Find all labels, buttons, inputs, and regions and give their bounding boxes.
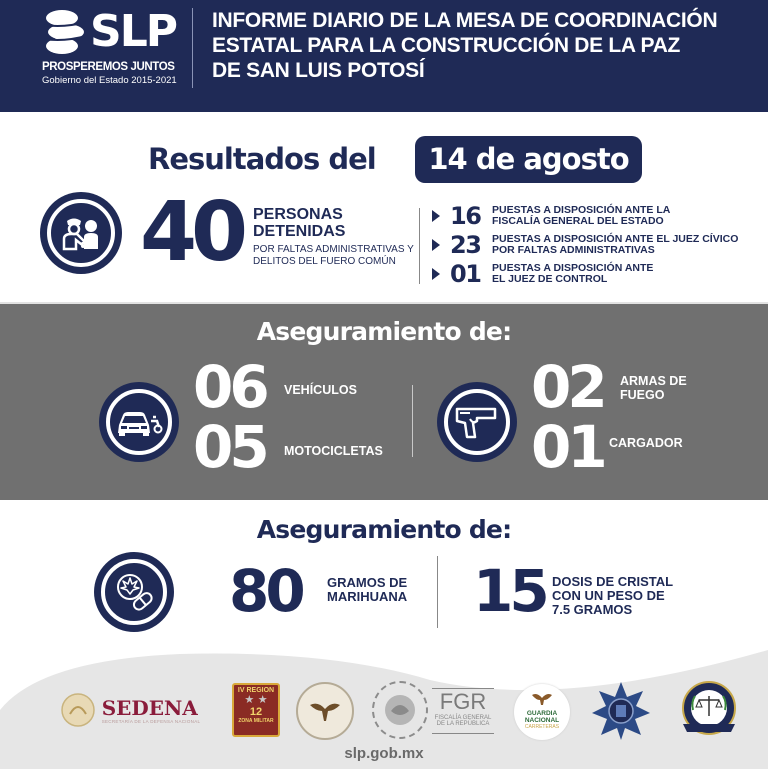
disposition-text <box>492 205 670 227</box>
cannabis-pill-icon <box>94 552 174 632</box>
firearms-count: 02 <box>531 353 604 421</box>
zona-militar-badge <box>232 683 280 737</box>
detained-subtitle <box>253 244 423 268</box>
detention-icon <box>40 192 122 274</box>
fgr-sub-line: FISCALÍA GENERAL <box>434 715 492 721</box>
region-label: IV REGION <box>237 687 275 694</box>
report-title-line: ESTATAL PARA LA CONSTRUCCIÓN DE LA PAZ <box>212 34 681 57</box>
disposition-line: PUESTAS A DISPOSICIÓN ANTE LA <box>492 204 671 216</box>
gn-line: NACIONAL <box>524 717 560 724</box>
firearms-label-line: ARMAS DE <box>620 374 687 388</box>
section-title: Aseguramiento de: <box>256 317 512 346</box>
detained-subtitle-line: POR FALTAS ADMINISTRATIVAS Y <box>253 244 414 255</box>
detained-subtitle-line: DELITOS DEL FUERO COMÚN <box>253 256 396 267</box>
disposition-count: 23 <box>450 231 481 259</box>
report-title-line: DE SAN LUIS POTOSÍ <box>212 59 425 82</box>
gn-line: GUARDIA <box>526 710 558 717</box>
detained-title <box>253 206 345 240</box>
section-divider <box>412 385 413 457</box>
section-divider <box>437 556 438 628</box>
report-title-line: INFORME DIARIO DE LA MESA DE COORDINACIÓN <box>212 9 718 32</box>
disposition-row <box>432 204 670 228</box>
results-label: Resultados del <box>148 142 376 176</box>
coat-of-arms-icon <box>383 693 417 727</box>
marijuana-label <box>327 576 407 604</box>
date-badge: 14 de agosto <box>415 136 642 183</box>
crystal-count: 15 <box>473 557 546 625</box>
motorcycles-label: MOTOCICLETAS <box>284 444 383 458</box>
slp-logo-icon <box>40 8 88 56</box>
zona-number: 12 <box>249 706 263 718</box>
guardia-nacional-seal <box>296 682 354 740</box>
sedena-logo <box>50 692 210 728</box>
crystal-label-line: 7.5 GRAMOS <box>552 602 633 617</box>
eagle-icon <box>308 699 342 723</box>
fgr-sub-line: DE LA REPÚBLICA <box>436 721 490 727</box>
fgr-logo <box>432 688 494 734</box>
report-title <box>212 8 762 83</box>
disposition-count: 16 <box>450 202 481 230</box>
firearms-label <box>620 374 687 402</box>
disposition-text <box>492 234 738 256</box>
disposition-line: PUESTAS A DISPOSICIÓN ANTE <box>492 262 654 274</box>
website-url[interactable]: slp.gob.mx <box>344 745 424 762</box>
zona-label: ZONA MILITAR <box>238 718 274 724</box>
logo-subtitle: Gobierno del Estado 2015-2021 <box>42 75 177 86</box>
detained-title-line: PERSONAS <box>253 206 343 223</box>
sedena-sub: SECRETARÍA DE LA DEFENSA NACIONAL <box>101 718 201 724</box>
sedena-name: SEDENA <box>101 695 198 720</box>
stars-icon: ★ ★ <box>244 693 268 706</box>
disposition-count: 01 <box>450 260 481 288</box>
disposition-line: EL JUEZ DE CONTROL <box>492 273 608 285</box>
marijuana-label-line: GRAMOS DE <box>327 575 408 590</box>
section-divider <box>419 208 420 284</box>
mexico-coat-of-arms <box>372 681 428 739</box>
disposition-row <box>432 262 653 286</box>
marijuana-label-line: MARIHUANA <box>327 589 408 604</box>
arrow-right-icon <box>432 239 440 251</box>
vehicles-label: VEHÍCULOS <box>284 383 357 397</box>
police-star-icon <box>590 680 652 742</box>
disposition-line: FISCALÍA GENERAL DEL ESTADO <box>492 215 664 227</box>
mexico-eagle-icon <box>60 692 96 728</box>
section-title: Aseguramiento de: <box>256 515 512 544</box>
car-motorcycle-icon <box>99 382 179 462</box>
header-divider <box>192 8 193 88</box>
disposition-row <box>432 233 738 257</box>
disposition-line: POR FALTAS ADMINISTRATIVAS <box>492 244 655 256</box>
vehicles-count: 06 <box>193 353 266 421</box>
detained-title-line: DETENIDAS <box>253 223 346 240</box>
gn-sub: CARRETERAS <box>524 724 560 730</box>
crystal-label-line: DOSIS DE CRISTAL <box>552 574 674 589</box>
disposition-text <box>492 263 653 285</box>
marijuana-count: 80 <box>229 557 302 625</box>
guardia-carreteras-logo <box>514 684 570 740</box>
fiscalia-estado-seal-icon <box>677 680 741 740</box>
arrow-right-icon <box>432 210 440 222</box>
pistol-icon <box>437 382 517 462</box>
motorcycles-count: 05 <box>193 413 266 481</box>
disposition-line: PUESTAS A DISPOSICIÓN ANTE EL JUEZ CÍVICO <box>492 233 739 245</box>
eagle-icon <box>531 692 553 706</box>
magazine-count: 01 <box>531 413 604 481</box>
detained-count: 40 <box>140 185 243 280</box>
crystal-label-line: CON UN PESO DE <box>552 588 665 603</box>
firearms-label-line: FUEGO <box>620 388 665 402</box>
arrow-right-icon <box>432 268 440 280</box>
magazine-label: CARGADOR <box>609 436 683 450</box>
crystal-label <box>552 575 673 617</box>
logo-slp-text: SLP <box>90 6 176 57</box>
fgr-name: FGR <box>439 689 487 714</box>
logo-tagline: PROSPEREMOS JUNTOS <box>42 61 175 73</box>
